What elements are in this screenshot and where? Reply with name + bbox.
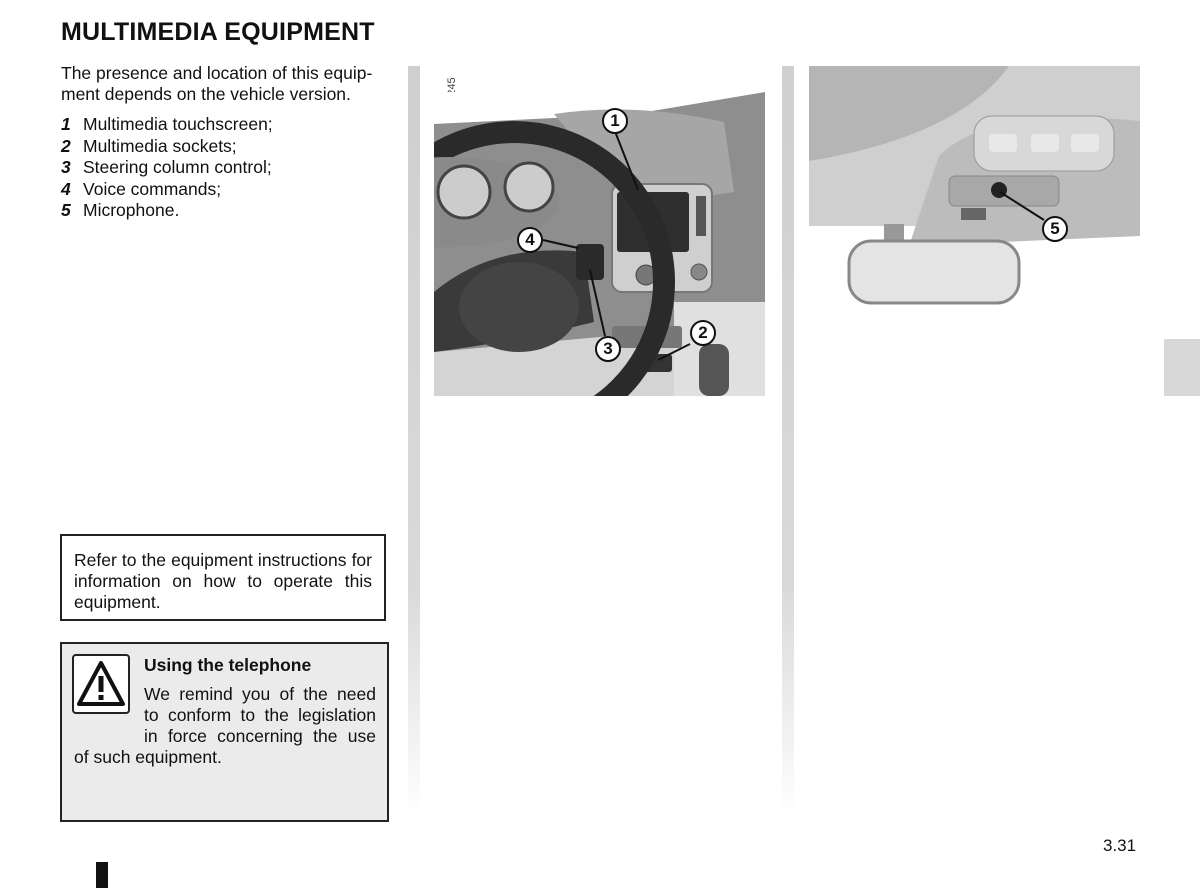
legend-list xyxy=(61,114,273,222)
warning-line: in force concerning the use xyxy=(144,726,376,746)
callout-3: 3 xyxy=(595,336,621,362)
intro-line-2: ment depends on the vehicle version. xyxy=(61,84,351,104)
legend-number: 4 xyxy=(61,178,71,199)
warning-box xyxy=(60,642,389,822)
warning-text xyxy=(74,684,376,768)
legend-number: 3 xyxy=(61,157,71,177)
callout-leader-ceiling xyxy=(990,180,1060,230)
warning-line: We remind you of the need xyxy=(144,684,376,704)
legend-label: Multimedia sockets; xyxy=(83,135,237,156)
warning-heading: Using the telephone xyxy=(144,655,312,675)
legend-item xyxy=(61,157,273,179)
callout-leaders-dashboard xyxy=(430,90,770,400)
legend-label: Multimedia touchscreen; xyxy=(83,114,273,134)
callout-4: 4 xyxy=(517,227,543,253)
legend-item xyxy=(61,179,273,201)
info-box-text: Refer to the equipment instructions for information on how to operate this equipment. xyxy=(74,550,372,612)
ceiling-console-illustration xyxy=(809,66,1140,306)
callout-2: 2 xyxy=(690,320,716,346)
legend-item xyxy=(61,136,273,158)
legend-number: 1 xyxy=(61,114,71,134)
intro-text xyxy=(61,63,391,105)
warning-line: of such equipment. xyxy=(74,747,222,767)
page-title: MULTIMEDIA EQUIPMENT xyxy=(61,18,375,46)
legend-item xyxy=(61,114,273,136)
legend-item xyxy=(61,200,273,222)
column-divider-right xyxy=(782,66,794,816)
callout-1: 1 xyxy=(602,108,628,134)
legend-label: Voice commands; xyxy=(83,178,222,199)
intro-line-1: The presence and location of this equip- xyxy=(61,63,373,83)
page-number: 3.31 xyxy=(1103,836,1137,855)
callout-5: 5 xyxy=(1042,216,1068,242)
legend-label: Steering column control; xyxy=(83,157,272,177)
column-divider-left xyxy=(408,66,420,816)
section-tab xyxy=(1164,339,1200,396)
legend-number: 2 xyxy=(61,135,71,156)
info-box xyxy=(60,534,386,621)
warning-line: to conform to the legislation xyxy=(144,705,376,725)
legend-number: 5 xyxy=(61,200,71,220)
print-mark xyxy=(96,862,108,888)
legend-label: Microphone. xyxy=(83,200,180,220)
